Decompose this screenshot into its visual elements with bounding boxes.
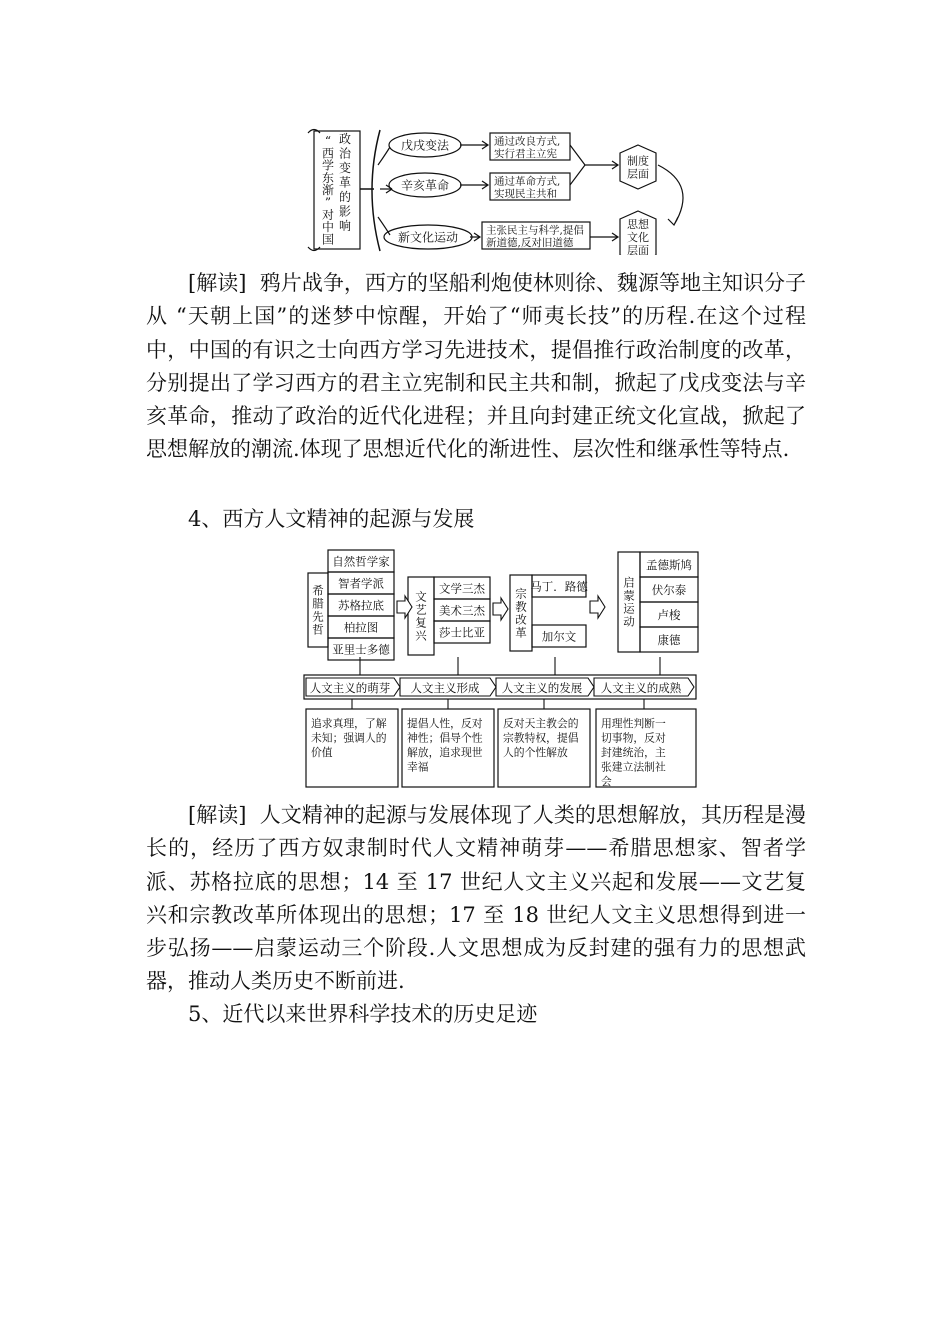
event-label: 辛亥革命 — [400, 178, 450, 193]
stage-label: 人文主义的成熟 — [600, 681, 682, 695]
reformation — [510, 575, 588, 651]
desc-box-2 — [482, 222, 590, 249]
brace-title-char: 影 — [338, 204, 352, 219]
event-0 — [389, 133, 461, 157]
renaissance-label-char: 复 — [415, 615, 427, 630]
renaissance-label-char: 兴 — [415, 628, 427, 643]
reading-text-1: 鸦片战争，西方的坚船利炮使林则徐、魏源等地主知识分子从 “天朝上国”的迷梦中惊醒，开始了“师夷长技”的历程.在这个过程中，中国的有识之士向西方学习先进技术，提倡推行政治制度的改革，分别提出了学习西方的君主立宪制和民主共和制，掀起了戊戌变法与辛亥革命，推动了政治的近代化进程；并且向封建正统文化宣战，掀起了思想解放的潮流.体现了思想近代化的渐进性、层次性和继承性等特点. — [146, 271, 807, 462]
stage-desc-2 — [498, 709, 590, 787]
level-text: 思想 — [627, 218, 649, 231]
enlightenment-label-char: 启 — [623, 575, 635, 590]
arrow — [397, 596, 412, 618]
brace-title-char: 的 — [338, 190, 352, 204]
event-label: 戊戌变法 — [400, 138, 450, 153]
event-1 — [389, 173, 461, 197]
greek-item: 亚里士多德 — [332, 642, 390, 657]
reformation-item: 加尔文 — [541, 629, 577, 644]
greek-label-char: 先 — [312, 609, 324, 624]
brace-title-char: 治 — [338, 146, 352, 161]
stage-desc-line: 未知；强调人的 — [311, 731, 387, 745]
level-text: 文化 — [627, 231, 649, 244]
stage-desc-line: 会 — [601, 775, 612, 788]
enlightenment-item: 伏尔泰 — [651, 583, 687, 597]
stage-desc-line: 封建统治，主 — [601, 746, 666, 759]
reading-paragraph-2 — [146, 799, 806, 999]
greek-label-char: 希 — [312, 583, 324, 598]
section-heading-5: 5、近代以来世界科学技术的历史足迹 — [188, 1002, 538, 1026]
stage-desc-line: 宗教特权，提倡 — [503, 731, 579, 745]
stage-desc-1 — [402, 709, 494, 787]
stage-desc-line: 解放，追求现世 — [407, 746, 483, 759]
event-label: 新文化运动 — [397, 230, 459, 245]
reading-text-2: 人文精神的起源与发展体现了人类的思想解放，其历程是漫长的，经历了西方奴隶制时代人文精神萌芽——希腊思想家、智者学派、苏格拉底的思想；14 至 17 世纪人文主义兴起和发展——文艺复兴和宗教改革所体现出的思想；17 至 18 世纪人文主义思想得到进一步弘扬——启蒙运动三个阶段.人文思想成为反封建的强有力的思想武器，推动人类历史不断前进. — [146, 803, 807, 994]
reading-label-1: [解读] — [188, 271, 247, 295]
reformation-label-char: 宗 — [515, 586, 527, 601]
enlightenment-item: 康德 — [657, 633, 681, 647]
desc-line: 主张民主与科学,提倡 — [486, 224, 584, 237]
stage-desc-line: 人的个性解放 — [503, 746, 568, 759]
scroll-title-char: 中 — [321, 220, 335, 235]
scroll-title-char: 西 — [321, 146, 335, 161]
renaissance-item: 文学三杰 — [439, 581, 485, 596]
greek-label-char: 腊 — [312, 596, 324, 611]
stage-desc-line: 用理性判断一 — [601, 717, 666, 730]
stage-desc-line: 追求真理，了解 — [311, 717, 387, 730]
stage-desc-line: 神性；倡导个性 — [407, 731, 483, 745]
scroll-title-char: 渐 — [321, 183, 335, 198]
reformation-label-char: 革 — [515, 625, 527, 640]
stage-desc-line: 幸福 — [407, 760, 429, 774]
enlightenment-label-char: 运 — [623, 601, 635, 616]
western-learning-diagram — [300, 125, 700, 255]
brace-title-char: 变 — [338, 161, 352, 175]
stage-bar — [304, 675, 696, 709]
enlightenment — [618, 552, 698, 652]
greek-item: 苏格拉底 — [338, 598, 384, 613]
arrow — [493, 598, 508, 620]
greek-label — [312, 584, 324, 637]
brace-title-char: 响 — [338, 219, 352, 233]
greek-label-char: 哲 — [312, 622, 324, 637]
level-text: 层面 — [627, 244, 649, 255]
renaissance-label — [415, 590, 427, 643]
reading-paragraph-1 — [146, 267, 806, 467]
stage-desc-3 — [596, 709, 696, 788]
stage-desc-line: 切事物，反对 — [601, 731, 666, 745]
stage-3 — [594, 678, 694, 696]
stage-desc-line: 价值 — [311, 746, 333, 759]
renaissance-label-char: 艺 — [415, 602, 427, 617]
enlightenment-label-char: 蒙 — [623, 588, 635, 603]
enlightenment-label — [623, 576, 635, 629]
stage-0 — [306, 678, 400, 696]
enlightenment-label-char: 动 — [623, 614, 635, 629]
scroll-title-char: 学 — [321, 158, 335, 173]
desc-line: 通过革命方式, — [494, 175, 561, 188]
reading-label-2: [解读] — [188, 803, 247, 827]
renaissance-item: 莎士比亚 — [439, 625, 485, 640]
philosophers-section — [308, 550, 698, 675]
reformation-label-char: 教 — [515, 599, 527, 614]
stage-label: 人文主义的萌芽 — [309, 681, 391, 695]
stage-desc-line: 提倡人性，反对 — [407, 717, 483, 730]
brace-shape — [360, 130, 380, 251]
stage-label: 人文主义的发展 — [501, 681, 583, 695]
scroll-title-char: ” — [324, 195, 332, 210]
greek-item: 智者学派 — [338, 576, 384, 591]
renaissance-item: 美术三杰 — [439, 603, 485, 618]
stage-desc-line: 反对天主教会的 — [503, 717, 579, 730]
reformation-label — [515, 587, 527, 640]
brace-title-char: 革 — [338, 175, 352, 190]
brace-arrows — [378, 147, 392, 235]
brace-title-char: 政 — [338, 132, 352, 146]
scroll-title-char: 国 — [321, 232, 335, 247]
brace-title — [339, 131, 352, 233]
desc-line: 新道德,反对旧道德 — [486, 237, 574, 249]
greek — [308, 550, 394, 660]
scroll-title-char: 东 — [321, 170, 335, 185]
stage-label: 人文主义形成 — [410, 681, 480, 695]
stage-descriptions — [306, 709, 696, 788]
stage-2 — [496, 678, 594, 696]
desc-line: 实现民主共和 — [494, 188, 557, 200]
stage-desc-line: 张建立法制社 — [601, 760, 666, 774]
reformation-label-char: 改 — [515, 612, 527, 627]
level-0 — [620, 145, 656, 189]
greek-item: 自然哲学家 — [332, 554, 390, 569]
stage-desc-0 — [306, 709, 398, 787]
level-text: 层面 — [627, 167, 649, 181]
desc-line: 实行君主立宪 — [494, 148, 557, 160]
down-connectors — [360, 657, 660, 675]
stage-connectors — [352, 699, 644, 709]
desc-box-0 — [490, 133, 570, 160]
scroll-title-char: “ — [324, 134, 332, 148]
stage-1 — [400, 678, 496, 696]
enlightenment-item: 卢梭 — [657, 608, 681, 622]
enlightenment-item: 孟德斯鸠 — [646, 558, 692, 572]
level-hexagons — [620, 145, 656, 255]
section-heading-4: 4、西方人文精神的起源与发展 — [188, 507, 475, 531]
level-1 — [620, 211, 656, 255]
scroll-title — [322, 134, 334, 246]
renaissance-label-char: 文 — [415, 589, 427, 604]
progress-arrows — [397, 596, 605, 620]
level-text: 制度 — [627, 154, 649, 168]
arrow — [590, 596, 605, 618]
reformation-item: 马丁．路德 — [530, 579, 588, 594]
humanism-diagram — [300, 547, 700, 790]
renaissance — [408, 577, 490, 655]
greek-item: 柏拉图 — [343, 620, 379, 635]
event-ovals — [384, 133, 472, 249]
desc-box-1 — [490, 173, 570, 200]
event-2 — [384, 225, 472, 249]
desc-line: 通过改良方式, — [494, 135, 561, 148]
scroll-title-char: 对 — [321, 207, 335, 222]
